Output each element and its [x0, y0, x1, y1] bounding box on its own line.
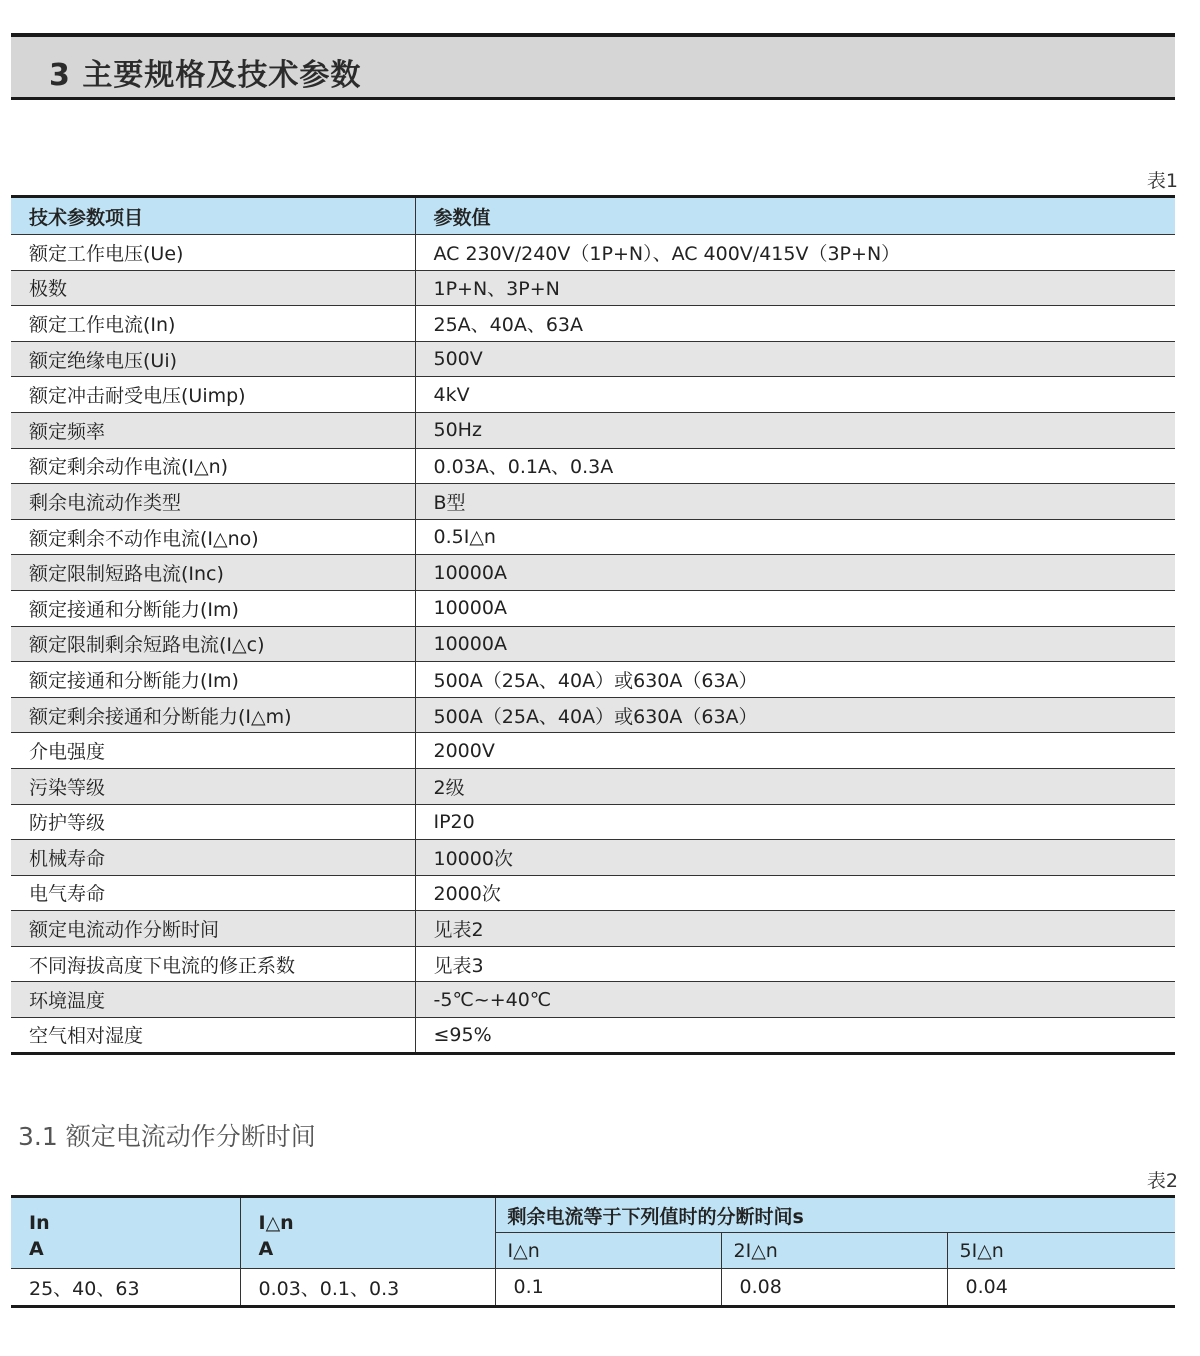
param-value: 2000V	[415, 733, 1175, 769]
param-value: 10000A	[415, 555, 1175, 591]
param-item: 环境温度	[11, 982, 415, 1018]
table-row	[11, 377, 1175, 413]
param-item: 额定电流动作分断时间	[11, 911, 415, 947]
param-value: 25A、40A、63A	[415, 306, 1175, 342]
param-value: ≤95%	[433, 1023, 492, 1046]
cell-time-1x: 0.1	[495, 1269, 721, 1307]
param-item: 污染等级	[11, 768, 415, 804]
param-value: 10000A	[415, 626, 1175, 662]
param-value: 见表3	[415, 946, 1175, 982]
header-sub-1x: I△n	[495, 1233, 721, 1269]
table-row	[11, 590, 1175, 626]
header-param-item: 技术参数项目	[11, 197, 415, 235]
section-title: 3 主要规格及技术参数	[49, 58, 362, 93]
table-row	[11, 875, 1175, 911]
header-idn-label: I△n	[258, 1212, 294, 1234]
param-value: 0.03A、0.1A、0.3A	[415, 448, 1175, 484]
param-value: 1P+N、3P+N	[415, 270, 1175, 306]
param-value: 50Hz	[415, 412, 1175, 448]
param-item: 空气相对湿度	[11, 1018, 415, 1054]
table-row	[11, 519, 1175, 555]
table-row	[11, 697, 1175, 733]
param-value: B型	[415, 484, 1175, 520]
param-value: 2级	[415, 768, 1175, 804]
param-item: 不同海拔高度下电流的修正系数	[11, 946, 415, 982]
param-item: 额定剩余不动作电流(I△no)	[11, 519, 415, 555]
param-value: 见表2	[415, 911, 1175, 947]
param-item: 额定频率	[11, 412, 415, 448]
table-row	[11, 448, 1175, 484]
table1-tag: 表1	[1146, 170, 1178, 192]
table-row	[11, 662, 1175, 698]
spec-table	[11, 195, 1175, 1055]
cell-time-5x: 0.04	[965, 1276, 1008, 1298]
param-value: 10000A	[415, 590, 1175, 626]
param-item: 额定冲击耐受电压(Uimp)	[11, 377, 415, 413]
param-item: 额定限制剩余短路电流(I△c)	[11, 626, 415, 662]
cell-idn: 0.03、0.1、0.3	[240, 1269, 495, 1307]
header-in	[11, 1197, 240, 1269]
table-row	[11, 1269, 1175, 1307]
param-item: 剩余电流动作类型	[11, 484, 415, 520]
param-item: 防护等级	[11, 804, 415, 840]
section-banner	[11, 33, 1175, 100]
table-row	[11, 804, 1175, 840]
subsection-title: 3.1 额定电流动作分断时间	[18, 1122, 316, 1151]
table-row	[11, 733, 1175, 769]
param-item: 电气寿命	[11, 875, 415, 911]
table-row	[11, 412, 1175, 448]
table-row	[11, 911, 1175, 947]
param-value: 10000次	[415, 840, 1175, 876]
table-row	[11, 626, 1175, 662]
param-item: 介电强度	[11, 733, 415, 769]
table-row	[11, 235, 1175, 271]
param-value: 2000次	[415, 875, 1175, 911]
param-value: -5℃~+40℃	[415, 982, 1175, 1018]
breaking-time-table	[11, 1195, 1175, 1308]
header-idn	[240, 1197, 495, 1269]
param-value: 0.5I△n	[415, 519, 1175, 555]
param-item: 机械寿命	[11, 840, 415, 876]
param-item: 额定剩余接通和分断能力(I△m)	[11, 697, 415, 733]
table-row	[11, 306, 1175, 342]
table-row	[11, 484, 1175, 520]
header-sub-5x: 5I△n	[947, 1233, 1175, 1269]
param-item: 额定工作电流(In)	[11, 306, 415, 342]
header-sub-2x: 2I△n	[721, 1233, 947, 1269]
header-in-label: In	[29, 1212, 50, 1234]
table2-tag: 表2	[1146, 1170, 1178, 1192]
header-idn-unit: A	[258, 1238, 274, 1260]
param-value: 500V	[415, 341, 1175, 377]
cell-time-2x: 0.08	[721, 1269, 947, 1307]
table-row	[11, 555, 1175, 591]
table-row	[11, 270, 1175, 306]
header-in-unit: A	[29, 1238, 44, 1260]
param-item: 额定绝缘电压(Ui)	[11, 341, 415, 377]
table-row	[11, 768, 1175, 804]
param-value: 500A（25A、40A）或630A（63A）	[415, 662, 1175, 698]
param-value: 4kV	[415, 377, 1175, 413]
table-row	[11, 946, 1175, 982]
header-param-value: 参数值	[415, 197, 1175, 235]
param-item: 额定限制短路电流(Inc)	[11, 555, 415, 591]
param-value: 500A（25A、40A）或630A（63A）	[415, 697, 1175, 733]
cell-in: 25、40、63	[11, 1269, 240, 1307]
spec-table-header	[11, 197, 1175, 235]
table-row	[11, 982, 1175, 1018]
param-value: IP20	[415, 804, 1175, 840]
header-breaking-time-group: 剩余电流等于下列值时的分断时间s	[495, 1197, 1175, 1233]
param-item: 额定接通和分断能力(Im)	[11, 590, 415, 626]
param-item: 极数	[11, 270, 415, 306]
param-item: 额定剩余动作电流(I△n)	[11, 448, 415, 484]
param-value: AC 230V/240V（1P+N）、AC 400V/415V（3P+N）	[415, 235, 1175, 271]
param-item: 额定接通和分断能力(Im)	[11, 662, 415, 698]
table-row	[11, 840, 1175, 876]
table-row	[11, 1018, 1175, 1054]
param-item: 额定工作电压(Ue)	[11, 235, 415, 271]
table-row	[11, 341, 1175, 377]
